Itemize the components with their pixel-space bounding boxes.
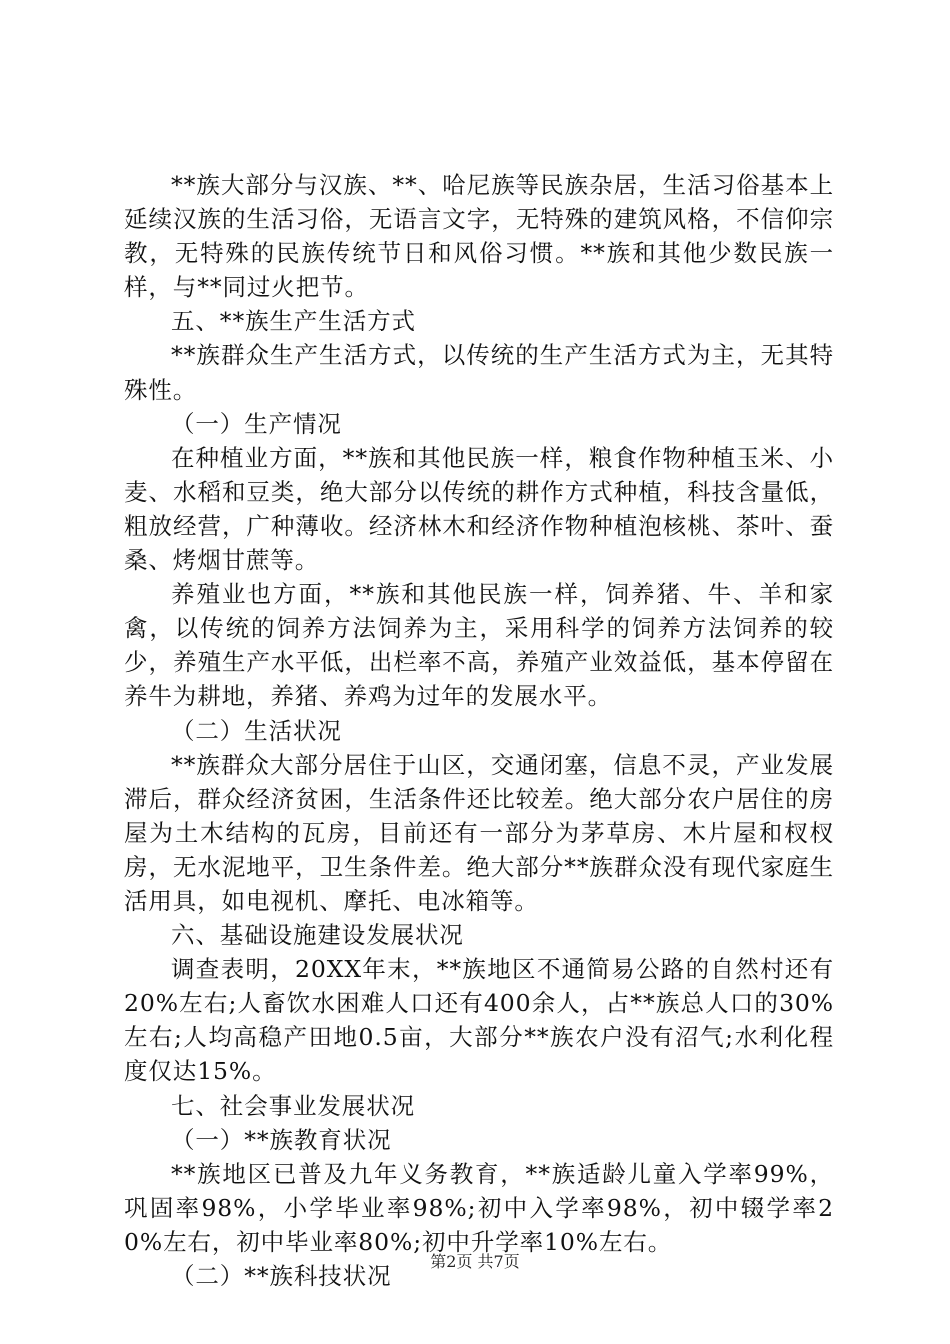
heading-production-situation: （一）生产情况 <box>171 409 342 438</box>
paragraph-breeding: 养殖业也方面，**族和其他民族一样，饲养猪、牛、羊和家禽，以传统的饲养方法饲养为主，采用科学的饲养方法饲养的较少，养殖生产水平低，出栏率不高，养殖产业效益低，基本停留在养牛为耕地，养猪、养鸡为过年的发展水平。 <box>124 580 834 711</box>
heading-production-lifestyle: 五、**族生产生活方式 <box>171 307 416 336</box>
heading-infrastructure: 六、基础设施建设发展状况 <box>171 921 464 950</box>
heading-social-development: 七、社会事业发展状况 <box>171 1091 415 1120</box>
paragraph-living: **族群众大部分居住于山区，交通闭塞，信息不灵，产业发展滞后，群众经济贫困，生活条件还比较差。绝大部分农户居住的房屋为土木结构的瓦房，目前还有一部分为茅草房、木片屋和杈杈房，无水泥地平，卫生条件差。绝大部分**族群众没有现代家庭生活用具，如电视机、摩托、电冰箱等。 <box>124 750 834 915</box>
page-number-footer: 第2页 共7页 <box>430 1252 520 1271</box>
heading-technology: （二）**族科技状况 <box>171 1262 392 1290</box>
heading-education: （一）**族教育状况 <box>171 1125 392 1154</box>
paragraph-lifestyle-summary: **族群众生产生活方式，以传统的生产生活方式为主，无其特殊性。 <box>124 341 834 404</box>
paragraph-infrastructure: 调查表明，20XX年末，**族地区不通简易公路的自然村还有20%左右;人畜饮水困难人口还有400余人，占**族总人口的30%左右;人均高稳产田地0.5亩，大部分**族农户没有沼气;水利化程度仅达15%。 <box>124 955 834 1086</box>
paragraph-education: **族地区已普及九年义务教育，**族适龄儿童入学率99%，巩固率98%，小学毕业率98%;初中入学率98%，初中辍学率20%左右，初中毕业率80%;初中升学率10%左右。 <box>124 1159 834 1256</box>
document-body <box>124 168 834 1293</box>
paragraph-planting: 在种植业方面，**族和其他民族一样，粮食作物种植玉米、小麦、水稻和豆类，绝大部分以传统的耕作方式种植，科技含量低，粗放经营，广种薄收。经济林木和经济作物种植泡核桃、茶叶、蚕桑、烤烟甘蔗等。 <box>124 443 834 575</box>
paragraph-customs: **族大部分与汉族、**、哈尼族等民族杂居，生活习俗基本上延续汉族的生活习俗，无语言文字，无特殊的建筑风格，不信仰宗教，无特殊的民族传统节日和风俗习惯。**族和其他少数民族一样，与**同过火把节。 <box>124 171 834 302</box>
heading-living-conditions: （二）生活状况 <box>171 716 342 745</box>
